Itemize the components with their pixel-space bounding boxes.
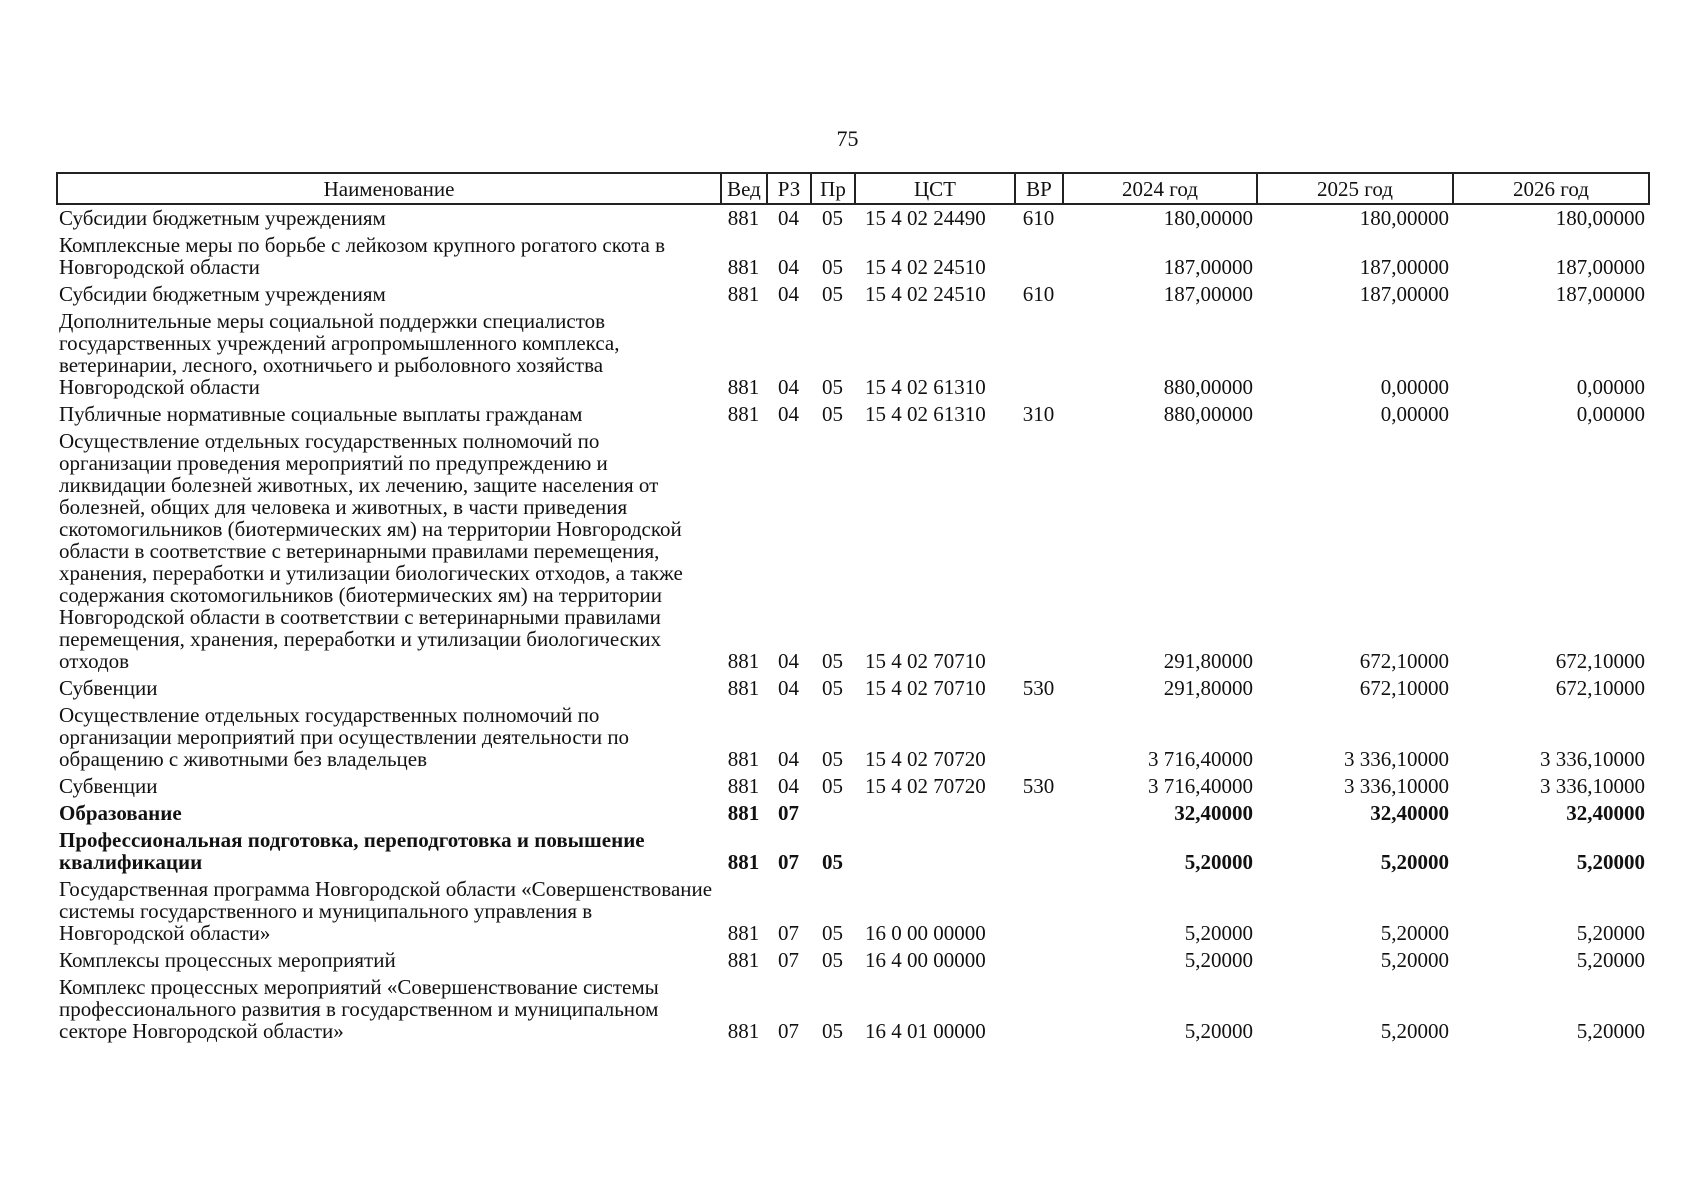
cell-2024: 3 716,40000 xyxy=(1148,747,1253,771)
cell-cst: 15 4 02 70710 xyxy=(865,676,986,700)
cell-cst xyxy=(855,827,1015,876)
cell-2024: 5,20000 xyxy=(1184,921,1253,945)
cell-vr: 530 xyxy=(1022,774,1055,798)
cell-pr: 05 xyxy=(822,676,843,700)
cell-name: Комплексы процессных мероприятий xyxy=(59,948,396,972)
cell-name: Комплексные меры по борьбе с лейкозом крупного рогатого скота в Новгородской области xyxy=(59,233,666,279)
cell-2024: 5,20000 xyxy=(1184,1019,1253,1043)
cell-2026: 672,10000 xyxy=(1555,649,1645,673)
header-2026: 2026 год xyxy=(1453,173,1649,204)
cell-pr: 05 xyxy=(822,747,843,771)
cell-2026: 672,10000 xyxy=(1555,676,1645,700)
cell-name: Осуществление отдельных государственных полномочий по организации мероприятий при осуществлении деятельности по обращению с животными без владельцев xyxy=(59,703,630,771)
cell-cst: 15 4 02 70710 xyxy=(865,649,986,673)
cell-name: Публичные нормативные социальные выплаты гражданам xyxy=(59,402,583,426)
header-cst: ЦСТ xyxy=(855,173,1015,204)
cell-rz: 07 xyxy=(778,948,799,972)
cell-rz: 04 xyxy=(778,402,799,426)
cell-vr xyxy=(1015,702,1063,773)
cell-2025: 5,20000 xyxy=(1380,948,1449,972)
cell-rz: 04 xyxy=(778,676,799,700)
cell-vr xyxy=(1015,232,1063,281)
cell-rz: 04 xyxy=(778,255,799,279)
cell-pr: 05 xyxy=(822,402,843,426)
cell-ved: 881 xyxy=(727,801,760,825)
cell-vr xyxy=(1015,876,1063,947)
cell-ved: 881 xyxy=(727,255,760,279)
cell-2025: 5,20000 xyxy=(1380,850,1449,874)
cell-2024: 291,80000 xyxy=(1163,676,1253,700)
cell-name: Субвенции xyxy=(59,774,158,798)
cell-2024: 5,20000 xyxy=(1184,948,1253,972)
cell-2026: 5,20000 xyxy=(1576,921,1645,945)
cell-ved: 881 xyxy=(727,282,760,306)
cell-pr: 05 xyxy=(822,206,843,230)
table-row xyxy=(57,974,1649,1045)
table-row xyxy=(57,800,1649,827)
cell-pr: 05 xyxy=(822,921,843,945)
cell-2026: 3 336,10000 xyxy=(1540,747,1645,771)
page-number: 75 xyxy=(836,126,859,151)
cell-name: Субвенции xyxy=(59,676,158,700)
cell-name: Образование xyxy=(59,801,182,825)
cell-cst: 15 4 02 70720 xyxy=(865,774,986,798)
cell-vr: 610 xyxy=(1022,206,1055,230)
cell-ved: 881 xyxy=(727,921,760,945)
cell-2025: 0,00000 xyxy=(1380,402,1449,426)
cell-vr: 610 xyxy=(1022,282,1055,306)
cell-pr: 05 xyxy=(822,255,843,279)
cell-rz: 07 xyxy=(778,850,799,874)
cell-2025: 187,00000 xyxy=(1359,282,1449,306)
table-header-row xyxy=(57,173,1649,204)
cell-2026: 0,00000 xyxy=(1576,402,1645,426)
cell-name: Профессиональная подготовка, переподготовка и повышение квалификации xyxy=(59,828,645,874)
cell-2025: 3 336,10000 xyxy=(1344,747,1449,771)
cell-vr xyxy=(1015,800,1063,827)
table-body xyxy=(57,204,1649,1045)
cell-cst: 15 4 02 61310 xyxy=(865,402,986,426)
cell-pr: 05 xyxy=(822,850,843,874)
cell-2024: 187,00000 xyxy=(1163,255,1253,279)
cell-2024: 3 716,40000 xyxy=(1148,774,1253,798)
cell-2025: 5,20000 xyxy=(1380,921,1449,945)
header-2025: 2025 год xyxy=(1257,173,1453,204)
header-name: Наименование xyxy=(57,173,721,204)
cell-ved: 881 xyxy=(727,850,760,874)
cell-rz: 04 xyxy=(778,774,799,798)
cell-cst xyxy=(855,800,1015,827)
cell-2025: 5,20000 xyxy=(1380,1019,1449,1043)
table-row xyxy=(57,675,1649,702)
cell-rz: 04 xyxy=(778,747,799,771)
header-pr: Пр xyxy=(811,173,855,204)
header-ved: Вед xyxy=(721,173,767,204)
cell-2024: 5,20000 xyxy=(1184,850,1253,874)
table-row xyxy=(57,428,1649,675)
cell-rz: 04 xyxy=(778,375,799,399)
cell-cst: 15 4 02 61310 xyxy=(865,375,986,399)
cell-name: Государственная программа Новгородской области «Совершенствование системы государственного и муниципального управления в Новгородской области» xyxy=(59,877,713,945)
cell-rz: 07 xyxy=(778,921,799,945)
cell-vr xyxy=(1015,974,1063,1045)
cell-2026: 3 336,10000 xyxy=(1540,774,1645,798)
table-row xyxy=(57,281,1649,308)
cell-2024: 187,00000 xyxy=(1163,282,1253,306)
cell-vr: 530 xyxy=(1022,676,1055,700)
cell-2026: 0,00000 xyxy=(1576,375,1645,399)
cell-ved: 881 xyxy=(727,676,760,700)
cell-2026: 32,40000 xyxy=(1566,801,1645,825)
cell-name: Субсидии бюджетным учреждениям xyxy=(59,206,386,230)
cell-name: Осуществление отдельных государственных полномочий по организации проведения мероприятий по предупреждению и ликвидации болезней животных, их лечению, защите населения от болезней, общих для человека и животных, в части приведения скотомогильников (биотермических ям) на территории Новгородской области в соответствие с ветеринарными правилами перемещения, хранения, переработки и утилизации биологических отходов, а также содержания скотомогильников (биотермических ям) на территории Новгородской области в соответствии с ветеринарными правилами перемещения, хранения, переработки и утилизации биологических отходов xyxy=(59,429,683,673)
cell-2024: 291,80000 xyxy=(1163,649,1253,673)
cell-ved: 881 xyxy=(727,649,760,673)
cell-rz: 04 xyxy=(778,282,799,306)
cell-ved: 881 xyxy=(727,948,760,972)
cell-cst: 15 4 02 24490 xyxy=(865,206,986,230)
cell-vr: 310 xyxy=(1022,402,1055,426)
table-row xyxy=(57,827,1649,876)
cell-2026: 187,00000 xyxy=(1555,282,1645,306)
header-vr: ВР xyxy=(1015,173,1063,204)
cell-2025: 180,00000 xyxy=(1359,206,1449,230)
cell-vr xyxy=(1015,308,1063,401)
cell-name: Дополнительные меры социальной поддержки специалистов государственных учреждений агропромышленного комплекса, ветеринарии, лесного, охотничьего и рыболовного хозяйства Новгородской области xyxy=(59,309,620,399)
table-row xyxy=(57,773,1649,800)
cell-2026: 187,00000 xyxy=(1555,255,1645,279)
table-row xyxy=(57,401,1649,428)
cell-cst: 15 4 02 70720 xyxy=(865,747,986,771)
table-row xyxy=(57,308,1649,401)
cell-pr: 05 xyxy=(822,649,843,673)
cell-cst: 16 0 00 00000 xyxy=(865,921,986,945)
cell-vr xyxy=(1015,947,1063,974)
cell-2024: 880,00000 xyxy=(1163,375,1253,399)
cell-cst: 16 4 01 00000 xyxy=(865,1019,986,1043)
table-row xyxy=(57,947,1649,974)
cell-pr: 05 xyxy=(822,774,843,798)
cell-cst: 16 4 00 00000 xyxy=(865,948,986,972)
cell-pr xyxy=(811,800,855,827)
cell-ved: 881 xyxy=(727,774,760,798)
cell-2025: 0,00000 xyxy=(1380,375,1449,399)
table-row xyxy=(57,232,1649,281)
cell-2026: 5,20000 xyxy=(1576,1019,1645,1043)
budget-table xyxy=(56,172,1650,1045)
cell-vr xyxy=(1015,827,1063,876)
header-2024: 2024 год xyxy=(1063,173,1257,204)
cell-pr: 05 xyxy=(822,375,843,399)
cell-rz: 04 xyxy=(778,649,799,673)
cell-pr: 05 xyxy=(822,1019,843,1043)
cell-2026: 5,20000 xyxy=(1576,850,1645,874)
cell-ved: 881 xyxy=(727,375,760,399)
cell-name: Субсидии бюджетным учреждениям xyxy=(59,282,386,306)
cell-rz: 04 xyxy=(778,206,799,230)
cell-2025: 672,10000 xyxy=(1359,676,1449,700)
table-row xyxy=(57,702,1649,773)
cell-2025: 672,10000 xyxy=(1359,649,1449,673)
cell-ved: 881 xyxy=(727,747,760,771)
cell-vr xyxy=(1015,428,1063,675)
cell-2024: 880,00000 xyxy=(1163,402,1253,426)
table-row xyxy=(57,204,1649,232)
cell-rz: 07 xyxy=(778,801,799,825)
cell-ved: 881 xyxy=(727,1019,760,1043)
cell-2025: 187,00000 xyxy=(1359,255,1449,279)
cell-2024: 32,40000 xyxy=(1174,801,1253,825)
cell-pr: 05 xyxy=(822,948,843,972)
cell-cst: 15 4 02 24510 xyxy=(865,282,986,306)
cell-2025: 32,40000 xyxy=(1370,801,1449,825)
cell-2026: 5,20000 xyxy=(1576,948,1645,972)
cell-name: Комплекс процессных мероприятий «Совершенствование системы профессионального развития в государственном и муниципальном секторе Новгородской области» xyxy=(59,975,659,1043)
cell-ved: 881 xyxy=(727,402,760,426)
cell-rz: 07 xyxy=(778,1019,799,1043)
cell-cst: 15 4 02 24510 xyxy=(865,255,986,279)
cell-2025: 3 336,10000 xyxy=(1344,774,1449,798)
header-rz: РЗ xyxy=(767,173,811,204)
cell-2024: 180,00000 xyxy=(1163,206,1253,230)
table-row xyxy=(57,876,1649,947)
cell-ved: 881 xyxy=(727,206,760,230)
cell-2026: 180,00000 xyxy=(1555,206,1645,230)
cell-pr: 05 xyxy=(822,282,843,306)
